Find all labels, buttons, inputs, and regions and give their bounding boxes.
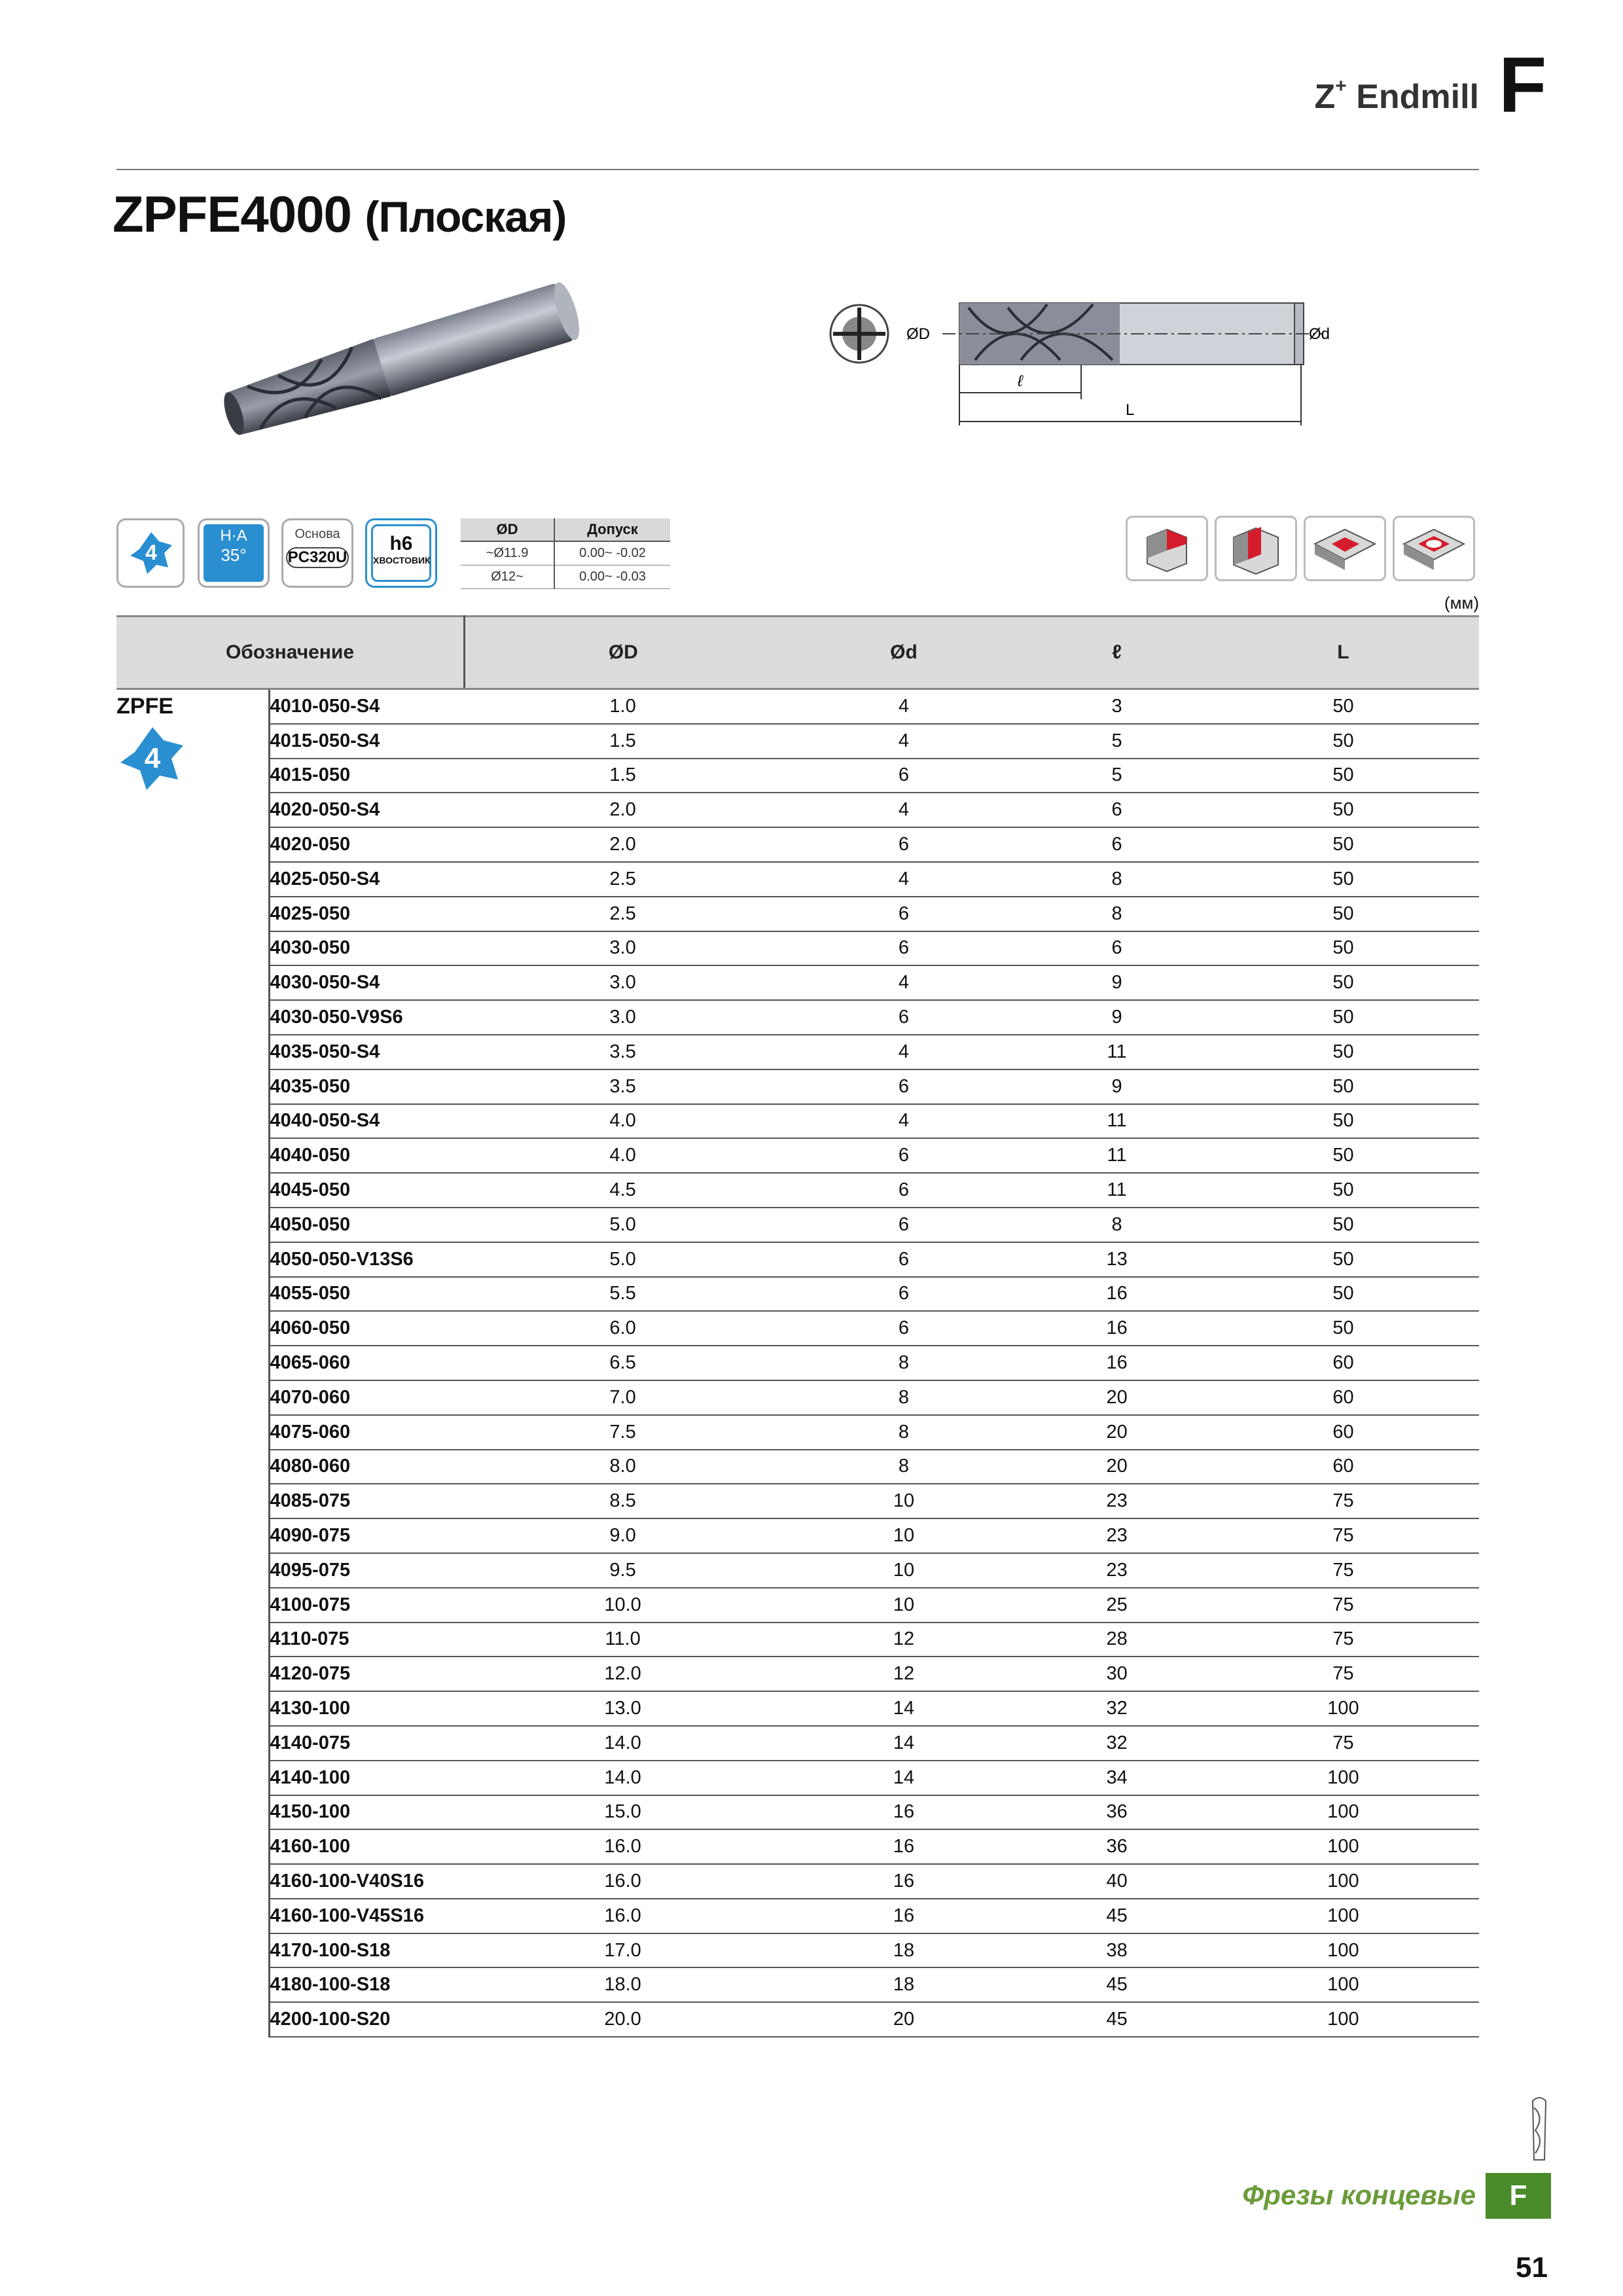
- cell-code: 4080-060: [269, 1450, 464, 1484]
- col-header-L: L: [1207, 617, 1479, 689]
- cell-L: 75: [1207, 1623, 1479, 1657]
- label-L: L: [1126, 401, 1135, 419]
- cell-L: 75: [1207, 1726, 1479, 1761]
- cell-l: 8: [1026, 862, 1207, 897]
- table-row: [116, 1484, 1479, 1518]
- cell-code: 4015-050: [269, 759, 464, 793]
- cell-l: 20: [1026, 1415, 1207, 1450]
- cell-D: 3.5: [465, 1035, 781, 1069]
- cell-L: 50: [1207, 1035, 1479, 1069]
- cell-D: 4.0: [465, 1138, 781, 1173]
- table-row: [116, 897, 1479, 931]
- slotting-icon: [1215, 516, 1297, 581]
- col-header-l: ℓ: [1026, 617, 1207, 689]
- cell-L: 50: [1207, 1277, 1479, 1312]
- product-table: [116, 615, 1479, 2037]
- cell-code: 4020-050: [269, 827, 464, 862]
- cell-code: 4030-050-V9S6: [269, 1000, 464, 1035]
- cell-d: 16: [781, 1829, 1027, 1864]
- cell-code: 4090-075: [269, 1518, 464, 1553]
- cell-d: 6: [781, 931, 1027, 966]
- cell-l: 6: [1026, 827, 1207, 862]
- table-row: [116, 793, 1479, 827]
- cell-code: 4045-050: [269, 1173, 464, 1208]
- cell-l: 5: [1026, 759, 1207, 793]
- cell-D: 3.0: [465, 1000, 781, 1035]
- cell-L: 100: [1207, 1795, 1479, 1830]
- table-row: [116, 1691, 1479, 1726]
- cell-L: 60: [1207, 1450, 1479, 1484]
- cell-l: 28: [1026, 1623, 1207, 1657]
- table-row: [116, 1553, 1479, 1588]
- table-row: [116, 724, 1479, 759]
- table-row: [116, 862, 1479, 897]
- cell-code: 4085-075: [269, 1484, 464, 1518]
- cell-l: 23: [1026, 1518, 1207, 1553]
- page-number: 51: [1516, 2251, 1548, 2284]
- cell-d: 8: [781, 1450, 1027, 1484]
- cell-D: 7.0: [465, 1380, 781, 1415]
- cell-L: 50: [1207, 931, 1479, 966]
- cell-code: 4180-100-S18: [269, 1967, 464, 2002]
- cell-D: 9.5: [465, 1553, 781, 1588]
- cell-L: 50: [1207, 689, 1479, 724]
- cell-d: 6: [781, 1311, 1027, 1346]
- cell-code: 4160-100: [269, 1829, 464, 1864]
- table-row: [116, 1035, 1479, 1069]
- cell-L: 50: [1207, 1208, 1479, 1242]
- cell-L: 75: [1207, 1657, 1479, 1691]
- col-header-D: ØD: [465, 617, 781, 689]
- cell-code: 4110-075: [269, 1623, 464, 1657]
- table-row: [116, 1346, 1479, 1380]
- cell-d: 4: [781, 689, 1027, 724]
- cell-l: 16: [1026, 1311, 1207, 1346]
- cell-D: 2.0: [465, 793, 781, 827]
- cell-L: 50: [1207, 1104, 1479, 1139]
- cell-D: 6.0: [465, 1311, 781, 1346]
- cell-L: 50: [1207, 1173, 1479, 1208]
- section-letter: F: [1499, 41, 1547, 129]
- cell-l: 6: [1026, 931, 1207, 966]
- cell-code: 4030-050-S4: [269, 965, 464, 1000]
- cell-d: 16: [781, 1795, 1027, 1830]
- cell-L: 100: [1207, 2002, 1479, 2037]
- cell-l: 32: [1026, 1726, 1207, 1761]
- cell-d: 6: [781, 1277, 1027, 1312]
- cell-d: 16: [781, 1864, 1027, 1899]
- brand-cell: [116, 689, 269, 2037]
- cell-d: 8: [781, 1380, 1027, 1415]
- cell-D: 15.0: [465, 1795, 781, 1830]
- cell-code: 4020-050-S4: [269, 793, 464, 827]
- cell-D: 16.0: [465, 1864, 781, 1899]
- table-row: [116, 1104, 1479, 1139]
- tol-header-d: ØD: [461, 518, 554, 541]
- cell-D: 14.0: [465, 1761, 781, 1795]
- cell-l: 32: [1026, 1691, 1207, 1726]
- cell-code: 4130-100: [269, 1691, 464, 1726]
- table-row: [116, 1518, 1479, 1553]
- cell-d: 18: [781, 1967, 1027, 2002]
- table-row: [116, 1380, 1479, 1415]
- table-row: [116, 1069, 1479, 1104]
- four-flute-icon: [128, 529, 175, 577]
- cell-d: 20: [781, 2002, 1027, 2037]
- cell-l: 3: [1026, 689, 1207, 724]
- cell-L: 100: [1207, 1899, 1479, 1933]
- brand-name: ZPFE: [116, 694, 173, 719]
- col-header-d: Ød: [781, 617, 1027, 689]
- footer-tab: F: [1486, 2173, 1551, 2219]
- table-row: [116, 1761, 1479, 1795]
- helix-icon: H·A 35°: [204, 524, 264, 582]
- tol-header-tol: Допуск: [554, 518, 670, 541]
- cell-d: 18: [781, 1933, 1027, 1968]
- cell-D: 16.0: [465, 1829, 781, 1864]
- cell-L: 50: [1207, 1138, 1479, 1173]
- cell-D: 4.0: [465, 1104, 781, 1139]
- label-l: ℓ: [1018, 372, 1023, 390]
- table-row: [116, 1967, 1479, 2002]
- cell-L: 100: [1207, 1967, 1479, 2002]
- cell-L: 100: [1207, 1691, 1479, 1726]
- cell-L: 50: [1207, 1000, 1479, 1035]
- cell-d: 10: [781, 1588, 1027, 1623]
- cell-L: 60: [1207, 1346, 1479, 1380]
- cell-L: 60: [1207, 1415, 1479, 1450]
- face-milling-icon: [1393, 516, 1475, 581]
- table-row: [116, 1588, 1479, 1623]
- cell-D: 17.0: [465, 1933, 781, 1968]
- cell-l: 20: [1026, 1380, 1207, 1415]
- shoulder-milling-icon: [1126, 516, 1208, 581]
- cell-d: 14: [781, 1761, 1027, 1795]
- cell-code: 4140-100: [269, 1761, 464, 1795]
- cell-code: 4095-075: [269, 1553, 464, 1588]
- cell-l: 9: [1026, 965, 1207, 1000]
- cell-code: 4030-050: [269, 931, 464, 966]
- table-row: [116, 1933, 1479, 1968]
- cell-D: 2.0: [465, 827, 781, 862]
- cell-L: 50: [1207, 1069, 1479, 1104]
- cell-D: 10.0: [465, 1588, 781, 1623]
- cell-l: 11: [1026, 1035, 1207, 1069]
- table-row: [116, 1657, 1479, 1691]
- cell-d: 6: [781, 759, 1027, 793]
- table-row: [116, 965, 1479, 1000]
- cell-d: 4: [781, 1035, 1027, 1069]
- footer-category: Фрезы концевые: [1242, 2179, 1476, 2210]
- cell-l: 16: [1026, 1346, 1207, 1380]
- label-D: ØD: [906, 325, 930, 343]
- cell-l: 13: [1026, 1242, 1207, 1277]
- cell-code: 4140-075: [269, 1726, 464, 1761]
- tolerance-table: [461, 518, 670, 589]
- cell-d: 6: [781, 827, 1027, 862]
- svg-text:4: 4: [144, 742, 161, 774]
- cell-d: 4: [781, 965, 1027, 1000]
- cell-code: 4015-050-S4: [269, 724, 464, 759]
- table-row: [116, 1138, 1479, 1173]
- cell-d: 10: [781, 1553, 1027, 1588]
- table-row: [116, 1415, 1479, 1450]
- cell-L: 50: [1207, 1242, 1479, 1277]
- cell-D: 2.5: [465, 897, 781, 931]
- cell-l: 8: [1026, 1208, 1207, 1242]
- cell-code: 4040-050: [269, 1138, 464, 1173]
- cell-l: 16: [1026, 1277, 1207, 1312]
- cell-L: 50: [1207, 965, 1479, 1000]
- cell-d: 14: [781, 1691, 1027, 1726]
- table-row: [116, 931, 1479, 966]
- cell-l: 45: [1026, 1967, 1207, 2002]
- cell-L: 50: [1207, 759, 1479, 793]
- cell-l: 9: [1026, 1000, 1207, 1035]
- cell-code: 4025-050: [269, 897, 464, 931]
- cell-L: 100: [1207, 1761, 1479, 1795]
- cell-d: 6: [781, 1069, 1027, 1104]
- table-row: [116, 1726, 1479, 1761]
- cell-L: 75: [1207, 1518, 1479, 1553]
- table-row: [116, 827, 1479, 862]
- cell-code: 4050-050-V13S6: [269, 1242, 464, 1277]
- cell-D: 6.5: [465, 1346, 781, 1380]
- cell-code: 4150-100: [269, 1795, 464, 1830]
- table-row: [116, 1277, 1479, 1312]
- cell-L: 60: [1207, 1380, 1479, 1415]
- cell-d: 4: [781, 793, 1027, 827]
- cell-code: 4075-060: [269, 1415, 464, 1450]
- endmill-tab-icon: [1526, 2094, 1552, 2166]
- cell-code: 4010-050-S4: [269, 689, 464, 724]
- cell-d: 4: [781, 1104, 1027, 1139]
- cell-code: 4070-060: [269, 1380, 464, 1415]
- cell-D: 12.0: [465, 1657, 781, 1691]
- cell-L: 50: [1207, 827, 1479, 862]
- cell-code: 4065-060: [269, 1346, 464, 1380]
- cell-l: 23: [1026, 1484, 1207, 1518]
- cell-L: 100: [1207, 1933, 1479, 1968]
- cell-D: 16.0: [465, 1899, 781, 1933]
- cell-d: 16: [781, 1899, 1027, 1933]
- table-row: [116, 1000, 1479, 1035]
- cell-L: 75: [1207, 1484, 1479, 1518]
- cell-l: 45: [1026, 1899, 1207, 1933]
- cell-D: 9.0: [465, 1518, 781, 1553]
- cell-d: 12: [781, 1623, 1027, 1657]
- svg-text:4: 4: [145, 541, 157, 564]
- cell-code: 4035-050-S4: [269, 1035, 464, 1069]
- cell-D: 14.0: [465, 1726, 781, 1761]
- cell-l: 40: [1026, 1864, 1207, 1899]
- cell-L: 50: [1207, 897, 1479, 931]
- cell-l: 25: [1026, 1588, 1207, 1623]
- cell-code: 4040-050-S4: [269, 1104, 464, 1139]
- cell-d: 6: [781, 1208, 1027, 1242]
- endmill-photo: [209, 262, 602, 471]
- cell-D: 8.5: [465, 1484, 781, 1518]
- cell-d: 6: [781, 1000, 1027, 1035]
- cell-D: 20.0: [465, 2002, 781, 2037]
- cell-D: 1.5: [465, 759, 781, 793]
- tol-row: ~Ø11.9 0.00~ -0.02: [461, 541, 670, 565]
- cell-d: 4: [781, 862, 1027, 897]
- cell-code: 4100-075: [269, 1588, 464, 1623]
- table-row: [116, 1795, 1479, 1830]
- cell-code: 4055-050: [269, 1277, 464, 1312]
- cell-l: 8: [1026, 897, 1207, 931]
- tol-row: Ø12~ 0.00~ -0.03: [461, 565, 670, 589]
- cell-D: 18.0: [465, 1967, 781, 2002]
- cell-d: 8: [781, 1346, 1027, 1380]
- cell-l: 45: [1026, 2002, 1207, 2037]
- cell-l: 11: [1026, 1104, 1207, 1139]
- unit-label: (мм): [1444, 593, 1479, 613]
- table-row: [116, 1208, 1479, 1242]
- cell-d: 10: [781, 1518, 1027, 1553]
- table-row: [116, 1623, 1479, 1657]
- cell-l: 36: [1026, 1829, 1207, 1864]
- cell-D: 3.0: [465, 931, 781, 966]
- table-row: [116, 759, 1479, 793]
- cell-l: 9: [1026, 1069, 1207, 1104]
- cell-l: 11: [1026, 1138, 1207, 1173]
- cell-code: 4120-075: [269, 1657, 464, 1691]
- four-flute-icon: [116, 723, 188, 795]
- cell-l: 6: [1026, 793, 1207, 827]
- table-row: [116, 1242, 1479, 1277]
- cell-d: 12: [781, 1657, 1027, 1691]
- table-row: [116, 1864, 1479, 1899]
- cell-L: 100: [1207, 1864, 1479, 1899]
- shank-tolerance-badge: h6 ХВОСТОВИК: [365, 518, 437, 588]
- cell-l: 30: [1026, 1657, 1207, 1691]
- series-title: Z+ Endmill: [1314, 75, 1479, 116]
- flute-count-badge: [116, 518, 185, 588]
- pocketing-icon: [1304, 516, 1386, 581]
- cell-d: 6: [781, 897, 1027, 931]
- cell-D: 1.0: [465, 689, 781, 724]
- col-header-designation: Обозначение: [116, 617, 465, 689]
- cell-code: 4035-050: [269, 1069, 464, 1104]
- cell-L: 50: [1207, 793, 1479, 827]
- cell-l: 38: [1026, 1933, 1207, 1968]
- cell-l: 20: [1026, 1450, 1207, 1484]
- cell-L: 50: [1207, 724, 1479, 759]
- cell-l: 5: [1026, 724, 1207, 759]
- cell-L: 50: [1207, 862, 1479, 897]
- cell-code: 4160-100-V45S16: [269, 1899, 464, 1933]
- table-row: [116, 1899, 1479, 1933]
- table-row: [116, 1450, 1479, 1484]
- cell-l: 23: [1026, 1553, 1207, 1588]
- header-divider: [116, 169, 1479, 170]
- table-row: [116, 1311, 1479, 1346]
- cell-D: 5.0: [465, 1208, 781, 1242]
- cell-L: 75: [1207, 1553, 1479, 1588]
- cell-d: 10: [781, 1484, 1027, 1518]
- cell-D: 8.0: [465, 1450, 781, 1484]
- cell-d: 8: [781, 1415, 1027, 1450]
- cell-D: 7.5: [465, 1415, 781, 1450]
- label-d: Ød: [1309, 325, 1330, 343]
- table-row: [116, 689, 1479, 724]
- cell-D: 5.5: [465, 1277, 781, 1312]
- cell-code: 4060-050: [269, 1311, 464, 1346]
- table-row: [116, 2002, 1479, 2037]
- product-title: ZPFE4000 (Плоская): [113, 185, 567, 243]
- cell-code: 4025-050-S4: [269, 862, 464, 897]
- grade-badge: Основа PC320U: [281, 518, 353, 588]
- cell-l: 11: [1026, 1173, 1207, 1208]
- cell-D: 3.0: [465, 965, 781, 1000]
- helix-angle-badge: [198, 518, 270, 588]
- cell-D: 3.5: [465, 1069, 781, 1104]
- cell-D: 13.0: [465, 1691, 781, 1726]
- cell-D: 11.0: [465, 1623, 781, 1657]
- cell-l: 36: [1026, 1795, 1207, 1830]
- cell-code: 4170-100-S18: [269, 1933, 464, 1968]
- cell-d: 6: [781, 1138, 1027, 1173]
- cell-d: 6: [781, 1242, 1027, 1277]
- cell-d: 4: [781, 724, 1027, 759]
- cell-D: 1.5: [465, 724, 781, 759]
- table-row: [116, 1173, 1479, 1208]
- cell-code: 4160-100-V40S16: [269, 1864, 464, 1899]
- cell-D: 2.5: [465, 862, 781, 897]
- dimension-drawing: [825, 262, 1348, 432]
- table-row: [116, 1829, 1479, 1864]
- cell-code: 4200-100-S20: [269, 2002, 464, 2037]
- cell-L: 100: [1207, 1829, 1479, 1864]
- cell-code: 4050-050: [269, 1208, 464, 1242]
- cell-d: 6: [781, 1173, 1027, 1208]
- cell-l: 34: [1026, 1761, 1207, 1795]
- cell-d: 14: [781, 1726, 1027, 1761]
- cell-L: 75: [1207, 1588, 1479, 1623]
- cell-D: 4.5: [465, 1173, 781, 1208]
- cell-D: 5.0: [465, 1242, 781, 1277]
- cell-L: 50: [1207, 1311, 1479, 1346]
